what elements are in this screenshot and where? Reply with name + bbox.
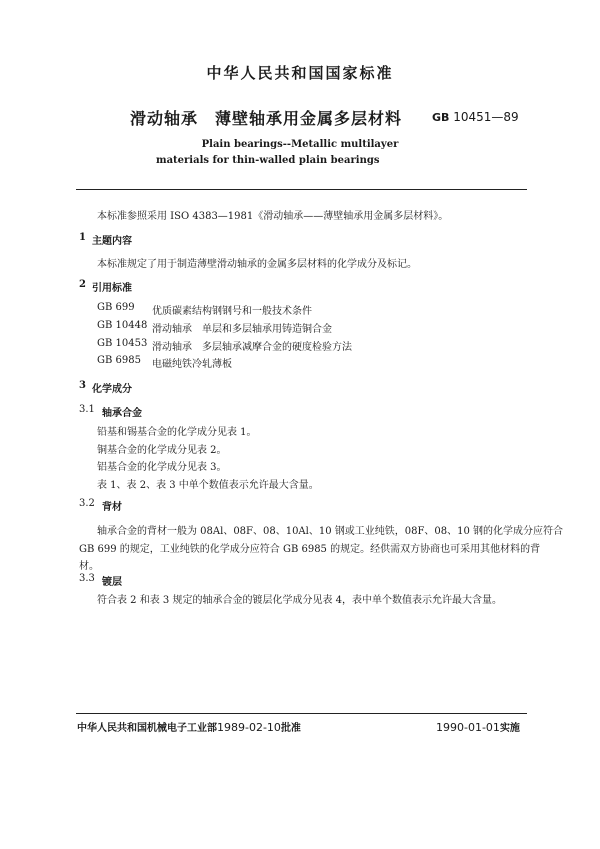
section-3-3-number: 3.3 [79, 573, 95, 584]
footer-approval [77, 719, 301, 734]
section-1-text: 本标准规定了用于制造薄壁滑动轴承的金属多层材料的化学成分及标记。 [97, 259, 417, 270]
standard-code: 10451—89 [453, 110, 519, 124]
section-3-1-number: 3.1 [79, 404, 95, 415]
footer-divider [76, 713, 527, 714]
section-3-1-line: 铝基合金的化学成分见表 3。 [97, 462, 227, 473]
english-title-line1: Plain bearings--Metallic multilayer [201, 139, 399, 150]
section-3-1-line: 表 1、表 2、表 3 中单个数值表示允许最大含量。 [97, 480, 319, 491]
section-2-title: 引用标准 [92, 283, 132, 294]
ref-code: GB 10448 [97, 320, 148, 331]
ref-code: GB 699 [97, 302, 135, 313]
section-3-1-line: 铅基和锡基合金的化学成分见表 1。 [97, 427, 257, 438]
section-3-2-line: 材。 [79, 561, 99, 572]
approve-label: 批准 [280, 723, 301, 734]
ref-name: 滑动轴承 多层轴承减摩合金的硬度检验方法 [152, 342, 352, 353]
ref-name: 优质碳素结构钢钢号和一般技术条件 [152, 306, 312, 317]
impl-date: 1990-01-01 [436, 721, 500, 734]
section-3-3-text: 符合表 2 和表 3 规定的轴承合金的镀层化学成分见表 4，表中单个数值表示允许最大含量。 [97, 595, 502, 606]
section-3-title: 化学成分 [92, 384, 132, 395]
approve-date: 1989-02-10 [217, 721, 281, 734]
section-3-1-title: 轴承合金 [102, 408, 142, 419]
section-1-title: 主题内容 [92, 236, 132, 247]
issuer: 中华人民共和国机械电子工业部 [77, 723, 217, 734]
ref-name: 滑动轴承 单层和多层轴承用铸造铜合金 [152, 324, 332, 335]
section-3-3-title: 镀层 [102, 577, 122, 588]
standard-number [432, 110, 519, 124]
section-3-2-line: GB 699 的规定，工业纯铁的化学成分应符合 GB 6985 的规定。经供需双方协商也可采用其他材料的背 [79, 544, 541, 555]
page-title: 滑动轴承 薄壁轴承用金属多层材料 [130, 109, 403, 128]
english-title-line2: materials for thin-walled plain bearings [156, 155, 380, 166]
standard-header: 中华人民共和国国家标准 [206, 64, 394, 82]
standard-prefix: GB [432, 111, 450, 124]
section-2-number: 2 [79, 279, 86, 290]
top-divider [76, 189, 527, 190]
impl-label: 实施 [499, 723, 520, 734]
section-3-2-title: 背材 [102, 502, 122, 513]
section-3-1-line: 铜基合金的化学成分见表 2。 [97, 445, 227, 456]
intro-text: 本标准参照采用 ISO 4383—1981《滑动轴承——薄壁轴承用金属多层材料》。 [97, 211, 449, 222]
section-3-2-line: 轴承合金的背材一般为 08Al、08F、08、10Al、10 钢或工业纯铁，08F、08、10 钢的化学成分应符合 [97, 526, 564, 537]
ref-code: GB 10453 [97, 338, 148, 349]
section-1-number: 1 [79, 232, 86, 243]
ref-code: GB 6985 [97, 355, 141, 366]
section-3-number: 3 [79, 380, 86, 391]
ref-name: 电磁纯铁冷轧薄板 [152, 359, 232, 370]
section-3-2-number: 3.2 [79, 498, 95, 509]
footer-implementation [436, 719, 520, 734]
